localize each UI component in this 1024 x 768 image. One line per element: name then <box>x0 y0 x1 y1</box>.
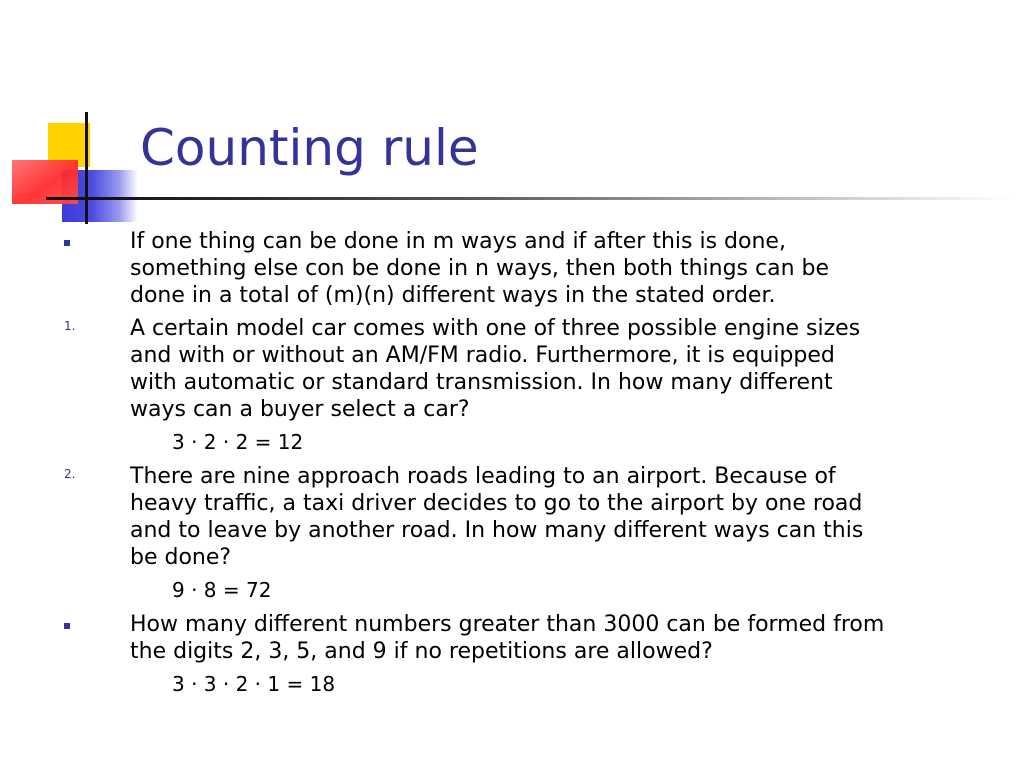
answer-3: 3 · 3 · 2 · 1 = 18 <box>172 672 336 696</box>
bullet-item-rule <box>0 228 1024 309</box>
item-line: If one thing can be done in m ways and if after this is done, <box>130 229 786 254</box>
answer-2: 9 · 8 = 72 <box>172 578 272 602</box>
bullet-item-digits <box>0 611 1024 665</box>
item-line: heavy traffic, a taxi driver decides to go to the airport by one road <box>130 491 863 516</box>
item-line: There are nine approach roads leading to an airport. Because of <box>130 464 836 489</box>
numbered-item-1 <box>0 315 1024 423</box>
square-bullet-icon <box>64 240 70 246</box>
slide-logo-graphic <box>0 0 160 240</box>
answer-1: 3 · 2 · 2 = 12 <box>172 430 304 454</box>
item-line: How many different numbers greater than 3000 can be formed from <box>130 612 885 637</box>
item-line: ways can a buyer select a car? <box>130 397 470 422</box>
item-line: A certain model car comes with one of three possible engine sizes <box>130 316 861 341</box>
item-line: and to leave by another road. In how many different ways can this <box>130 518 864 543</box>
square-bullet-icon <box>64 623 70 629</box>
item-line: done in a total of (m)(n) different ways in the stated order. <box>130 283 776 308</box>
item-line: the digits 2, 3, 5, and 9 if no repetitions are allowed? <box>130 639 713 664</box>
slide-content <box>0 228 1024 705</box>
item-line: be done? <box>130 545 232 570</box>
item-line: with automatic or standard transmission. In how many different <box>130 370 833 395</box>
item-number: 1. <box>64 319 76 333</box>
slide-title: Counting rule <box>140 119 479 177</box>
numbered-item-2 <box>0 463 1024 571</box>
logo-vertical-line <box>85 112 88 224</box>
item-line: something else con be done in n ways, then both things can be <box>130 256 830 281</box>
item-number: 2. <box>64 467 76 481</box>
item-line: and with or without an AM/FM radio. Furthermore, it is equipped <box>130 343 835 368</box>
title-underline <box>100 197 1010 200</box>
